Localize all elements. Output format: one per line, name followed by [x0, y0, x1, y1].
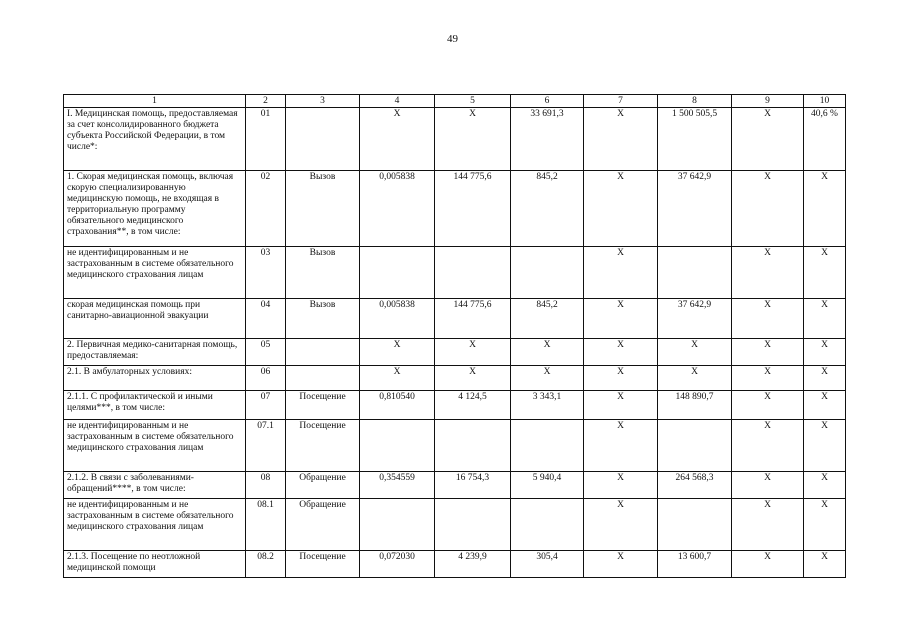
value-cell: X — [732, 299, 804, 339]
row-name: не идентифицированным и не застрахованным в системе обязательного медицинского страхования лицам — [64, 247, 246, 299]
value-cell: X — [804, 551, 846, 578]
value-cell: X — [658, 339, 732, 366]
table-row — [64, 472, 846, 499]
table-row — [64, 247, 846, 299]
unit-cell: Вызов — [286, 247, 360, 299]
value-cell: X — [804, 420, 846, 472]
value-cell: 1 500 505,5 — [658, 108, 732, 171]
value-cell — [360, 420, 435, 472]
value-cell: X — [584, 472, 658, 499]
table-row — [64, 366, 846, 391]
value-cell: X — [732, 339, 804, 366]
value-cell: X — [804, 472, 846, 499]
row-code: 03 — [246, 247, 286, 299]
table-row — [64, 420, 846, 472]
value-cell: X — [584, 420, 658, 472]
table-row — [64, 299, 846, 339]
table-row — [64, 108, 846, 171]
value-cell: X — [732, 247, 804, 299]
value-cell: 144 775,6 — [435, 299, 511, 339]
header-cell: 3 — [286, 95, 360, 108]
value-cell: 3 343,1 — [511, 391, 584, 420]
value-cell: 305,4 — [511, 551, 584, 578]
value-cell: X — [804, 391, 846, 420]
value-cell: X — [804, 299, 846, 339]
unit-cell: Посещение — [286, 391, 360, 420]
header-cell: 6 — [511, 95, 584, 108]
value-cell — [658, 420, 732, 472]
value-cell: 845,2 — [511, 171, 584, 247]
value-cell: 0,005838 — [360, 171, 435, 247]
value-cell: X — [732, 420, 804, 472]
header-cell: 2 — [246, 95, 286, 108]
value-cell: X — [732, 472, 804, 499]
value-cell — [511, 247, 584, 299]
value-cell: X — [804, 366, 846, 391]
value-cell: X — [732, 366, 804, 391]
value-cell — [658, 499, 732, 551]
value-cell: X — [584, 108, 658, 171]
value-cell: 0,354559 — [360, 472, 435, 499]
value-cell: X — [804, 499, 846, 551]
value-cell: X — [658, 366, 732, 391]
value-cell: X — [584, 247, 658, 299]
value-cell: 0,005838 — [360, 299, 435, 339]
header-cell: 4 — [360, 95, 435, 108]
row-code: 06 — [246, 366, 286, 391]
value-cell: X — [804, 171, 846, 247]
table-row — [64, 171, 846, 247]
value-cell: X — [435, 366, 511, 391]
value-cell: 845,2 — [511, 299, 584, 339]
header-cell: 8 — [658, 95, 732, 108]
value-cell — [658, 247, 732, 299]
unit-cell: Обращение — [286, 472, 360, 499]
value-cell: 0,072030 — [360, 551, 435, 578]
row-name: 2. Первичная медико-санитарная помощь, предоставляемая: — [64, 339, 246, 366]
row-code: 05 — [246, 339, 286, 366]
header-cell: 5 — [435, 95, 511, 108]
row-name: не идентифицированным и не застрахованным в системе обязательного медицинского страхования лицам — [64, 499, 246, 551]
value-cell: 5 940,4 — [511, 472, 584, 499]
row-name: 2.1. В амбулаторных условиях: — [64, 366, 246, 391]
unit-cell — [286, 108, 360, 171]
value-cell: X — [584, 391, 658, 420]
value-cell — [435, 499, 511, 551]
unit-cell: Вызов — [286, 171, 360, 247]
value-cell: X — [360, 339, 435, 366]
row-code: 01 — [246, 108, 286, 171]
value-cell: X — [511, 339, 584, 366]
value-cell: X — [360, 366, 435, 391]
row-name: скорая медицинская помощь при санитарно-авиационной эвакуации — [64, 299, 246, 339]
value-cell: 264 568,3 — [658, 472, 732, 499]
unit-cell: Обращение — [286, 499, 360, 551]
value-cell: X — [584, 171, 658, 247]
unit-cell — [286, 366, 360, 391]
value-cell: X — [732, 551, 804, 578]
value-cell: X — [732, 499, 804, 551]
row-code: 08.1 — [246, 499, 286, 551]
value-cell: 0,810540 — [360, 391, 435, 420]
table-row — [64, 499, 846, 551]
value-cell: 13 600,7 — [658, 551, 732, 578]
value-cell — [360, 247, 435, 299]
medical-care-table — [63, 94, 846, 578]
value-cell — [435, 420, 511, 472]
unit-cell: Посещение — [286, 551, 360, 578]
value-cell: 4 239,9 — [435, 551, 511, 578]
row-name: 2.1.3. Посещение по неотложной медицинской помощи — [64, 551, 246, 578]
header-cell: 1 — [64, 95, 246, 108]
row-name: 2.1.1. С профилактической и иными целями***, в том числе: — [64, 391, 246, 420]
table-header-row — [64, 95, 846, 108]
unit-cell — [286, 339, 360, 366]
value-cell — [435, 247, 511, 299]
row-code: 02 — [246, 171, 286, 247]
value-cell: X — [804, 339, 846, 366]
value-cell: X — [732, 391, 804, 420]
value-cell: X — [360, 108, 435, 171]
header-cell: 9 — [732, 95, 804, 108]
table-row — [64, 551, 846, 578]
value-cell: X — [511, 366, 584, 391]
row-code: 07.1 — [246, 420, 286, 472]
value-cell — [511, 499, 584, 551]
value-cell: X — [584, 366, 658, 391]
value-cell: X — [584, 339, 658, 366]
row-name: 1. Скорая медицинская помощь, включая скорую специализированную медицинскую помощь, не входящая в территориальную программу обязательного медицинского страхования**, в том числе: — [64, 171, 246, 247]
header-cell: 7 — [584, 95, 658, 108]
value-cell: 33 691,3 — [511, 108, 584, 171]
row-name: не идентифицированным и не застрахованным в системе обязательного медицинского страхования лицам — [64, 420, 246, 472]
row-code: 04 — [246, 299, 286, 339]
unit-cell: Вызов — [286, 299, 360, 339]
header-cell: 10 — [804, 95, 846, 108]
value-cell — [360, 499, 435, 551]
row-code: 08 — [246, 472, 286, 499]
value-cell: 144 775,6 — [435, 171, 511, 247]
value-cell: X — [732, 171, 804, 247]
row-name: I. Медицинская помощь, предоставляемая за счет консолидированного бюджета субъекта Российской Федерации, в том числе*: — [64, 108, 246, 171]
value-cell: 148 890,7 — [658, 391, 732, 420]
value-cell: X — [584, 499, 658, 551]
value-cell: X — [435, 108, 511, 171]
value-cell: X — [584, 299, 658, 339]
value-cell: X — [584, 551, 658, 578]
page-number: 49 — [447, 33, 458, 45]
unit-cell: Посещение — [286, 420, 360, 472]
value-cell: 37 642,9 — [658, 171, 732, 247]
value-cell: 4 124,5 — [435, 391, 511, 420]
value-cell — [511, 420, 584, 472]
value-cell: X — [804, 247, 846, 299]
value-cell: 40,6 % — [804, 108, 846, 171]
table-row — [64, 339, 846, 366]
value-cell: 37 642,9 — [658, 299, 732, 339]
value-cell: X — [732, 108, 804, 171]
row-name: 2.1.2. В связи с заболеваниями-обращений****, в том числе: — [64, 472, 246, 499]
value-cell: X — [435, 339, 511, 366]
row-code: 08.2 — [246, 551, 286, 578]
table-row — [64, 391, 846, 420]
row-code: 07 — [246, 391, 286, 420]
value-cell: 16 754,3 — [435, 472, 511, 499]
